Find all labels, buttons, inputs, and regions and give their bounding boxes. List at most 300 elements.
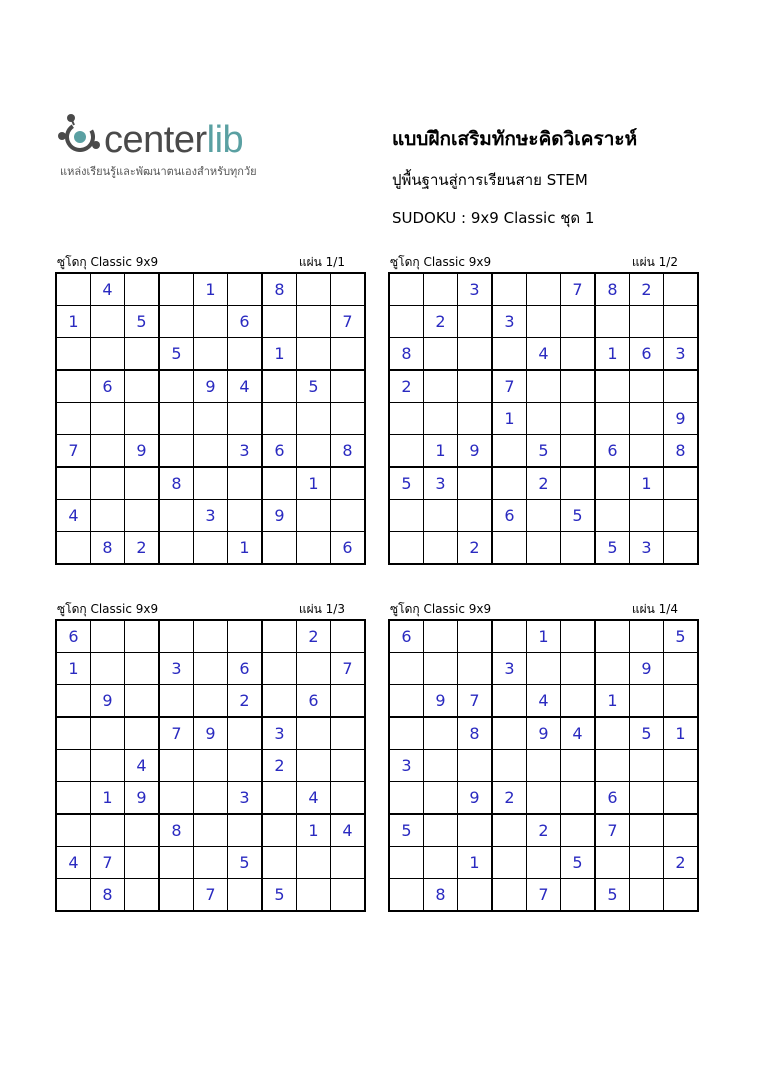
grid-cell	[630, 403, 664, 435]
sudoku-grid	[388, 619, 699, 912]
grid-cell	[56, 273, 91, 306]
grid-cell	[424, 620, 458, 653]
grid-cell	[262, 306, 297, 338]
grid-cell: 1	[424, 435, 458, 468]
grid-cell	[424, 750, 458, 782]
grid-cell	[492, 814, 527, 847]
grid-cell	[159, 847, 194, 879]
grid-cell	[664, 532, 699, 565]
grid-cell	[458, 403, 493, 435]
grid-cell	[159, 685, 194, 718]
grid-cell	[125, 403, 160, 435]
grid-cell	[91, 814, 125, 847]
grid-row	[56, 338, 365, 371]
puzzle-label: ซูโดกุ Classic 9x9	[390, 255, 492, 269]
grid-cell: 1	[91, 782, 125, 815]
grid-row	[389, 879, 698, 912]
grid-cell	[492, 620, 527, 653]
grid-cell	[389, 879, 424, 912]
grid-cell: 9	[664, 403, 699, 435]
grid-cell: 7	[492, 370, 527, 403]
grid-cell: 2	[492, 782, 527, 815]
grid-cell: 9	[125, 782, 160, 815]
grid-cell: 9	[194, 717, 228, 750]
grid-row	[56, 620, 365, 653]
grid-cell	[458, 750, 493, 782]
grid-cell	[630, 750, 664, 782]
puzzle-sheet-number: แผ่น 1/3	[298, 602, 345, 616]
grid-cell	[194, 435, 228, 468]
puzzle-label: ซูโดกุ Classic 9x9	[57, 255, 159, 269]
grid-cell	[424, 532, 458, 565]
grid-cell	[91, 306, 125, 338]
grid-row	[56, 750, 365, 782]
grid-cell	[228, 500, 263, 532]
grid-cell	[228, 814, 263, 847]
grid-cell	[297, 500, 331, 532]
grid-cell	[56, 685, 91, 718]
grid-row	[389, 435, 698, 468]
grid-cell	[262, 653, 297, 685]
grid-cell: 3	[458, 273, 493, 306]
grid-cell	[262, 814, 297, 847]
grid-cell: 4	[125, 750, 160, 782]
grid-cell	[125, 370, 160, 403]
grid-cell	[664, 370, 699, 403]
grid-cell: 9	[125, 435, 160, 468]
grid-cell: 5	[389, 467, 424, 500]
grid-cell: 1	[595, 338, 630, 371]
grid-cell	[630, 814, 664, 847]
grid-cell	[527, 403, 561, 435]
grid-cell	[561, 879, 596, 912]
grid-cell	[630, 782, 664, 815]
grid-cell: 8	[262, 273, 297, 306]
grid-cell	[228, 273, 263, 306]
grid-row	[56, 879, 365, 912]
grid-cell: 6	[228, 306, 263, 338]
grid-cell: 3	[492, 653, 527, 685]
grid-cell	[91, 620, 125, 653]
grid-cell	[492, 685, 527, 718]
grid-cell	[159, 500, 194, 532]
grid-cell	[331, 620, 366, 653]
grid-cell	[492, 879, 527, 912]
grid-cell: 2	[630, 273, 664, 306]
grid-cell: 6	[56, 620, 91, 653]
grid-cell: 5	[159, 338, 194, 371]
sudoku-grid	[55, 272, 366, 565]
grid-row	[389, 620, 698, 653]
grid-cell: 7	[561, 273, 596, 306]
grid-cell	[595, 620, 630, 653]
grid-cell	[458, 879, 493, 912]
grid-cell	[159, 370, 194, 403]
grid-cell: 7	[595, 814, 630, 847]
grid-cell	[458, 306, 493, 338]
grid-cell: 5	[228, 847, 263, 879]
grid-cell	[630, 370, 664, 403]
grid-row	[389, 750, 698, 782]
grid-cell	[297, 532, 331, 565]
grid-row	[389, 500, 698, 532]
grid-cell	[56, 467, 91, 500]
grid-cell: 3	[424, 467, 458, 500]
grid-cell: 8	[595, 273, 630, 306]
grid-cell	[159, 306, 194, 338]
grid-cell	[159, 435, 194, 468]
grid-cell	[664, 273, 699, 306]
grid-cell: 8	[159, 814, 194, 847]
grid-row	[389, 306, 698, 338]
grid-cell: 3	[194, 500, 228, 532]
grid-cell	[458, 500, 493, 532]
grid-cell	[297, 338, 331, 371]
grid-cell	[527, 847, 561, 879]
grid-cell	[424, 338, 458, 371]
grid-cell	[527, 782, 561, 815]
grid-row	[389, 685, 698, 718]
sudoku-puzzle-1	[55, 255, 361, 565]
grid-cell	[125, 847, 160, 879]
grid-cell	[297, 653, 331, 685]
grid-cell	[527, 500, 561, 532]
grid-cell: 7	[331, 306, 366, 338]
grid-cell	[194, 685, 228, 718]
grid-cell	[159, 782, 194, 815]
worksheet-title: แบบฝึกเสริมทักษะคิดวิเคราะห์	[392, 128, 638, 150]
puzzle-sheet-number: แผ่น 1/1	[298, 255, 345, 269]
grid-cell: 1	[630, 467, 664, 500]
grid-cell	[331, 685, 366, 718]
grid-cell	[561, 653, 596, 685]
grid-cell	[125, 685, 160, 718]
grid-cell	[561, 782, 596, 815]
grid-cell: 7	[56, 435, 91, 468]
grid-cell	[595, 467, 630, 500]
grid-cell: 9	[630, 653, 664, 685]
grid-cell	[664, 653, 699, 685]
grid-cell	[389, 782, 424, 815]
grid-row	[389, 370, 698, 403]
grid-cell	[194, 467, 228, 500]
grid-cell	[194, 620, 228, 653]
grid-cell: 5	[595, 532, 630, 565]
grid-cell	[194, 653, 228, 685]
grid-cell	[159, 879, 194, 912]
grid-cell: 2	[262, 750, 297, 782]
grid-cell	[389, 306, 424, 338]
grid-cell	[561, 306, 596, 338]
grid-cell	[194, 847, 228, 879]
grid-cell	[424, 717, 458, 750]
grid-cell	[228, 403, 263, 435]
grid-cell	[389, 532, 424, 565]
grid-cell: 7	[331, 653, 366, 685]
grid-cell: 1	[458, 847, 493, 879]
grid-cell	[56, 879, 91, 912]
grid-cell	[561, 370, 596, 403]
grid-cell	[458, 370, 493, 403]
grid-cell	[561, 467, 596, 500]
grid-cell	[595, 403, 630, 435]
grid-cell	[389, 717, 424, 750]
grid-cell: 4	[297, 782, 331, 815]
grid-cell: 1	[262, 338, 297, 371]
grid-cell	[56, 750, 91, 782]
grid-cell	[125, 814, 160, 847]
grid-cell	[297, 879, 331, 912]
grid-cell	[664, 879, 699, 912]
network-nodes-icon	[58, 112, 104, 158]
grid-cell	[91, 403, 125, 435]
grid-cell	[194, 306, 228, 338]
grid-cell	[228, 717, 263, 750]
grid-cell: 6	[228, 653, 263, 685]
grid-row	[389, 338, 698, 371]
grid-cell	[527, 532, 561, 565]
grid-cell	[630, 500, 664, 532]
grid-cell	[56, 338, 91, 371]
grid-cell: 5	[297, 370, 331, 403]
grid-cell	[664, 685, 699, 718]
grid-cell	[664, 782, 699, 815]
grid-cell	[389, 500, 424, 532]
grid-row	[56, 500, 365, 532]
grid-cell	[91, 467, 125, 500]
grid-cell	[331, 500, 366, 532]
sudoku-puzzle-4	[388, 602, 694, 912]
grid-cell: 7	[458, 685, 493, 718]
grid-cell: 1	[56, 653, 91, 685]
grid-cell: 3	[228, 782, 263, 815]
grid-cell	[194, 750, 228, 782]
grid-cell	[159, 620, 194, 653]
grid-cell	[331, 403, 366, 435]
grid-cell	[458, 814, 493, 847]
grid-cell	[331, 847, 366, 879]
grid-cell: 5	[389, 814, 424, 847]
grid-cell	[262, 847, 297, 879]
grid-cell	[595, 653, 630, 685]
grid-cell	[262, 620, 297, 653]
grid-cell	[424, 814, 458, 847]
grid-cell	[125, 620, 160, 653]
brand-tagline: แหล่งเรียนรู้และพัฒนาตนเองสำหรับทุกวัย	[60, 165, 257, 178]
grid-cell: 6	[595, 782, 630, 815]
grid-cell	[561, 685, 596, 718]
grid-cell	[297, 750, 331, 782]
grid-cell: 4	[527, 338, 561, 371]
grid-cell	[424, 653, 458, 685]
grid-cell	[228, 879, 263, 912]
grid-cell: 1	[664, 717, 699, 750]
grid-cell: 4	[527, 685, 561, 718]
grid-cell	[125, 273, 160, 306]
grid-cell	[527, 370, 561, 403]
grid-cell	[262, 532, 297, 565]
grid-cell: 9	[194, 370, 228, 403]
grid-cell: 8	[389, 338, 424, 371]
grid-row	[389, 467, 698, 500]
brand-name	[104, 120, 243, 160]
grid-cell	[492, 750, 527, 782]
worksheet-subtitle: ปูพื้นฐานสู่การเรียนสาย STEM	[392, 171, 588, 189]
grid-cell	[262, 685, 297, 718]
grid-cell	[262, 370, 297, 403]
grid-cell	[159, 750, 194, 782]
grid-cell: 8	[159, 467, 194, 500]
grid-cell	[228, 338, 263, 371]
grid-cell: 1	[527, 620, 561, 653]
grid-cell	[492, 532, 527, 565]
grid-cell	[561, 814, 596, 847]
grid-cell	[595, 306, 630, 338]
grid-cell	[56, 532, 91, 565]
grid-cell: 5	[527, 435, 561, 468]
grid-cell	[125, 653, 160, 685]
puzzle-sheet-number: แผ่น 1/2	[631, 255, 678, 269]
grid-cell	[56, 370, 91, 403]
grid-row	[56, 435, 365, 468]
grid-cell	[56, 782, 91, 815]
grid-cell: 5	[664, 620, 699, 653]
grid-cell	[561, 532, 596, 565]
grid-cell: 8	[331, 435, 366, 468]
grid-cell: 8	[458, 717, 493, 750]
grid-cell	[91, 500, 125, 532]
grid-cell	[595, 370, 630, 403]
grid-row	[389, 653, 698, 685]
grid-cell	[527, 273, 561, 306]
grid-row	[56, 403, 365, 435]
grid-row	[56, 370, 365, 403]
grid-cell	[595, 847, 630, 879]
grid-cell	[664, 814, 699, 847]
grid-cell: 4	[56, 500, 91, 532]
grid-cell: 1	[595, 685, 630, 718]
grid-cell	[424, 847, 458, 879]
grid-cell: 2	[527, 814, 561, 847]
grid-cell: 3	[262, 717, 297, 750]
worksheet-series: SUDOKU : 9x9 Classic ชุด 1	[392, 209, 595, 227]
grid-cell	[194, 532, 228, 565]
grid-cell	[561, 338, 596, 371]
grid-cell	[297, 403, 331, 435]
grid-cell	[331, 750, 366, 782]
grid-cell: 3	[492, 306, 527, 338]
grid-cell	[331, 879, 366, 912]
grid-cell	[331, 338, 366, 371]
grid-cell	[527, 750, 561, 782]
grid-cell: 7	[159, 717, 194, 750]
grid-cell: 6	[389, 620, 424, 653]
grid-cell	[458, 653, 493, 685]
grid-cell: 3	[389, 750, 424, 782]
grid-cell	[56, 717, 91, 750]
grid-cell: 9	[424, 685, 458, 718]
grid-cell	[389, 435, 424, 468]
grid-cell: 5	[262, 879, 297, 912]
grid-cell	[389, 653, 424, 685]
grid-row	[389, 847, 698, 879]
grid-cell	[389, 685, 424, 718]
grid-cell	[297, 717, 331, 750]
grid-cell: 2	[458, 532, 493, 565]
grid-cell	[262, 782, 297, 815]
grid-cell: 6	[630, 338, 664, 371]
grid-cell: 2	[664, 847, 699, 879]
grid-cell	[331, 782, 366, 815]
grid-cell: 4	[228, 370, 263, 403]
grid-cell: 2	[424, 306, 458, 338]
grid-cell	[91, 750, 125, 782]
grid-cell	[492, 467, 527, 500]
grid-cell: 2	[228, 685, 263, 718]
grid-cell	[630, 879, 664, 912]
grid-cell: 7	[194, 879, 228, 912]
grid-cell	[492, 847, 527, 879]
grid-cell: 1	[297, 814, 331, 847]
grid-row	[56, 467, 365, 500]
grid-cell: 1	[297, 467, 331, 500]
grid-cell	[492, 338, 527, 371]
grid-cell	[91, 717, 125, 750]
grid-row	[56, 685, 365, 718]
grid-cell	[561, 750, 596, 782]
grid-cell	[630, 847, 664, 879]
grid-cell	[331, 467, 366, 500]
grid-cell: 1	[492, 403, 527, 435]
grid-cell: 1	[228, 532, 263, 565]
grid-cell	[262, 467, 297, 500]
grid-cell: 7	[91, 847, 125, 879]
grid-cell	[424, 370, 458, 403]
grid-cell: 5	[595, 879, 630, 912]
grid-cell: 5	[630, 717, 664, 750]
grid-cell: 4	[331, 814, 366, 847]
grid-cell: 2	[297, 620, 331, 653]
grid-cell	[297, 847, 331, 879]
grid-cell	[389, 403, 424, 435]
grid-cell	[389, 273, 424, 306]
grid-cell: 9	[458, 435, 493, 468]
brand-name-part1: center	[104, 119, 207, 161]
grid-cell	[664, 467, 699, 500]
grid-cell	[424, 500, 458, 532]
grid-cell	[664, 306, 699, 338]
grid-row	[389, 403, 698, 435]
sudoku-grid	[55, 619, 366, 912]
grid-row	[56, 847, 365, 879]
grid-row	[389, 782, 698, 815]
grid-cell	[331, 370, 366, 403]
grid-cell	[262, 403, 297, 435]
grid-cell: 2	[527, 467, 561, 500]
grid-cell: 9	[262, 500, 297, 532]
grid-cell	[228, 750, 263, 782]
grid-cell: 6	[262, 435, 297, 468]
grid-row	[56, 306, 365, 338]
grid-cell	[664, 500, 699, 532]
grid-cell	[527, 653, 561, 685]
grid-cell	[664, 750, 699, 782]
grid-cell	[424, 403, 458, 435]
grid-cell	[125, 500, 160, 532]
grid-cell	[561, 403, 596, 435]
grid-cell	[458, 620, 493, 653]
grid-row	[56, 653, 365, 685]
